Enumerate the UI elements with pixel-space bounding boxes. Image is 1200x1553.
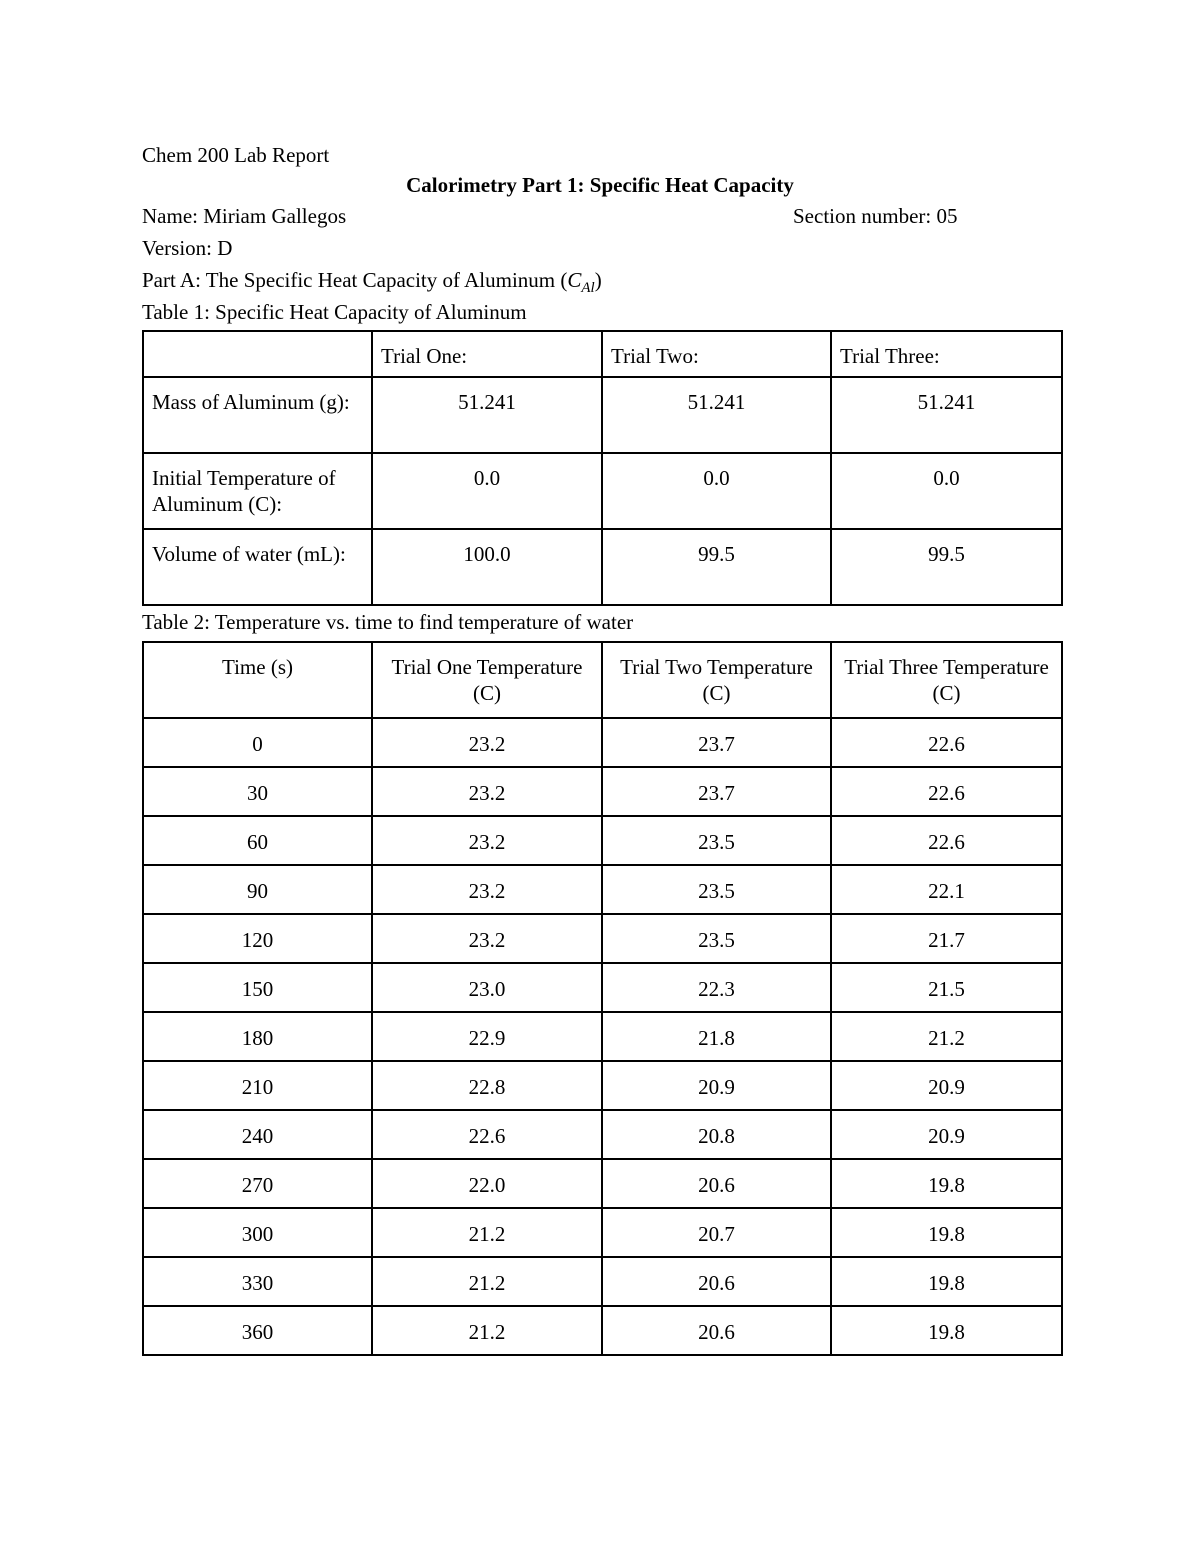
header-cell: Trial One Temperature (C) [372, 642, 602, 718]
temperature-cell: 23.2 [372, 865, 602, 914]
part-a-prefix: Part A: The Specific Heat Capacity of Aluminum ( [142, 268, 568, 292]
temperature-cell: 20.9 [831, 1110, 1062, 1159]
temperature-cell: 19.8 [831, 1159, 1062, 1208]
time-cell: 120 [143, 914, 372, 963]
table-cell: 100.0 [372, 529, 602, 605]
table-cell: 0.0 [602, 453, 831, 529]
temperature-cell: 23.7 [602, 718, 831, 767]
time-cell: 270 [143, 1159, 372, 1208]
temperature-cell: 21.8 [602, 1012, 831, 1061]
table-row [143, 1159, 1062, 1208]
part-a-suffix: ) [594, 268, 602, 292]
temperature-cell: 23.0 [372, 963, 602, 1012]
temperature-cell: 23.2 [372, 914, 602, 963]
temperature-cell: 23.5 [602, 865, 831, 914]
temperature-cell: 22.8 [372, 1061, 602, 1110]
temperature-cell: 23.5 [602, 914, 831, 963]
header-cell: Trial Three: [831, 331, 1062, 377]
table-row [143, 963, 1062, 1012]
header-cell [143, 331, 372, 377]
time-cell: 300 [143, 1208, 372, 1257]
student-name: Name: Miriam Gallegos [142, 204, 347, 228]
temperature-cell: 22.6 [372, 1110, 602, 1159]
table-row [143, 1257, 1062, 1306]
temperature-table-body [143, 718, 1062, 1355]
header-cell: Trial Two Temperature (C) [602, 642, 831, 718]
table-row [143, 914, 1062, 963]
time-cell: 240 [143, 1110, 372, 1159]
table-cell: 0.0 [831, 453, 1062, 529]
aluminum-table [142, 330, 1063, 606]
part-a-heading [142, 267, 602, 301]
time-cell: 360 [143, 1306, 372, 1355]
temperature-cell: 22.6 [831, 767, 1062, 816]
temperature-cell: 20.8 [602, 1110, 831, 1159]
header-cell: Trial One: [372, 331, 602, 377]
temperature-cell: 23.2 [372, 767, 602, 816]
table-cell: 99.5 [602, 529, 831, 605]
time-cell: 150 [143, 963, 372, 1012]
temperature-cell: 21.7 [831, 914, 1062, 963]
table-row [143, 377, 1062, 453]
header-cell: Trial Two: [602, 331, 831, 377]
temperature-cell: 22.9 [372, 1012, 602, 1061]
temperature-cell: 23.2 [372, 816, 602, 865]
time-cell: 180 [143, 1012, 372, 1061]
temperature-cell: 21.2 [372, 1257, 602, 1306]
temperature-cell: 22.6 [831, 816, 1062, 865]
table-cell: 51.241 [602, 377, 831, 453]
temperature-table [142, 641, 1063, 1356]
temperature-cell: 22.0 [372, 1159, 602, 1208]
table-cell: 99.5 [831, 529, 1062, 605]
temperature-cell: 21.2 [372, 1208, 602, 1257]
temperature-cell: 20.9 [602, 1061, 831, 1110]
time-cell: 90 [143, 865, 372, 914]
temperature-cell: 23.7 [602, 767, 831, 816]
part-a-symbol: C [567, 268, 582, 292]
table2-caption: Table 2: Temperature vs. time to find temperature of water [142, 610, 634, 634]
temperature-cell: 20.7 [602, 1208, 831, 1257]
temperature-cell: 21.2 [372, 1306, 602, 1355]
table-row [143, 865, 1062, 914]
table-row [143, 529, 1062, 605]
table-cell: 0.0 [372, 453, 602, 529]
row-label: Volume of water (mL): [143, 529, 372, 605]
course-label: Chem 200 Lab Report [142, 143, 330, 167]
temperature-cell: 20.6 [602, 1257, 831, 1306]
temperature-cell: 19.8 [831, 1306, 1062, 1355]
header-cell: Time (s) [143, 642, 372, 718]
temperature-cell: 21.2 [831, 1012, 1062, 1061]
table-row [143, 718, 1062, 767]
table1-caption: Table 1: Specific Heat Capacity of Aluminum [142, 300, 527, 324]
temperature-cell: 23.2 [372, 718, 602, 767]
temperature-cell: 19.8 [831, 1208, 1062, 1257]
table-row [143, 1306, 1062, 1355]
table-header-row [143, 331, 1062, 377]
section-number: Section number: 05 [793, 204, 958, 228]
temperature-cell: 22.6 [831, 718, 1062, 767]
table-row [143, 816, 1062, 865]
time-cell: 60 [143, 816, 372, 865]
version-label: Version: D [142, 236, 233, 260]
temperature-cell: 20.9 [831, 1061, 1062, 1110]
time-cell: 210 [143, 1061, 372, 1110]
temperature-cell: 19.8 [831, 1257, 1062, 1306]
table-cell: 51.241 [831, 377, 1062, 453]
table-row [143, 1110, 1062, 1159]
temperature-cell: 23.5 [602, 816, 831, 865]
temperature-cell: 21.5 [831, 963, 1062, 1012]
temperature-cell: 20.6 [602, 1159, 831, 1208]
table-row [143, 1061, 1062, 1110]
temperature-cell: 22.3 [602, 963, 831, 1012]
part-a-subscript: Al [581, 280, 595, 297]
time-cell: 330 [143, 1257, 372, 1306]
table-header-row [143, 642, 1062, 718]
row-label: Initial Temperature of Aluminum (C): [143, 453, 372, 529]
header-cell: Trial Three Temperature (C) [831, 642, 1062, 718]
report-title: Calorimetry Part 1: Specific Heat Capacity [406, 173, 794, 197]
table-row [143, 1208, 1062, 1257]
row-label: Mass of Aluminum (g): [143, 377, 372, 453]
table-row [143, 1012, 1062, 1061]
temperature-cell: 22.1 [831, 865, 1062, 914]
table-cell: 51.241 [372, 377, 602, 453]
table-row [143, 767, 1062, 816]
temperature-cell: 20.6 [602, 1306, 831, 1355]
table-row [143, 453, 1062, 529]
time-cell: 0 [143, 718, 372, 767]
time-cell: 30 [143, 767, 372, 816]
